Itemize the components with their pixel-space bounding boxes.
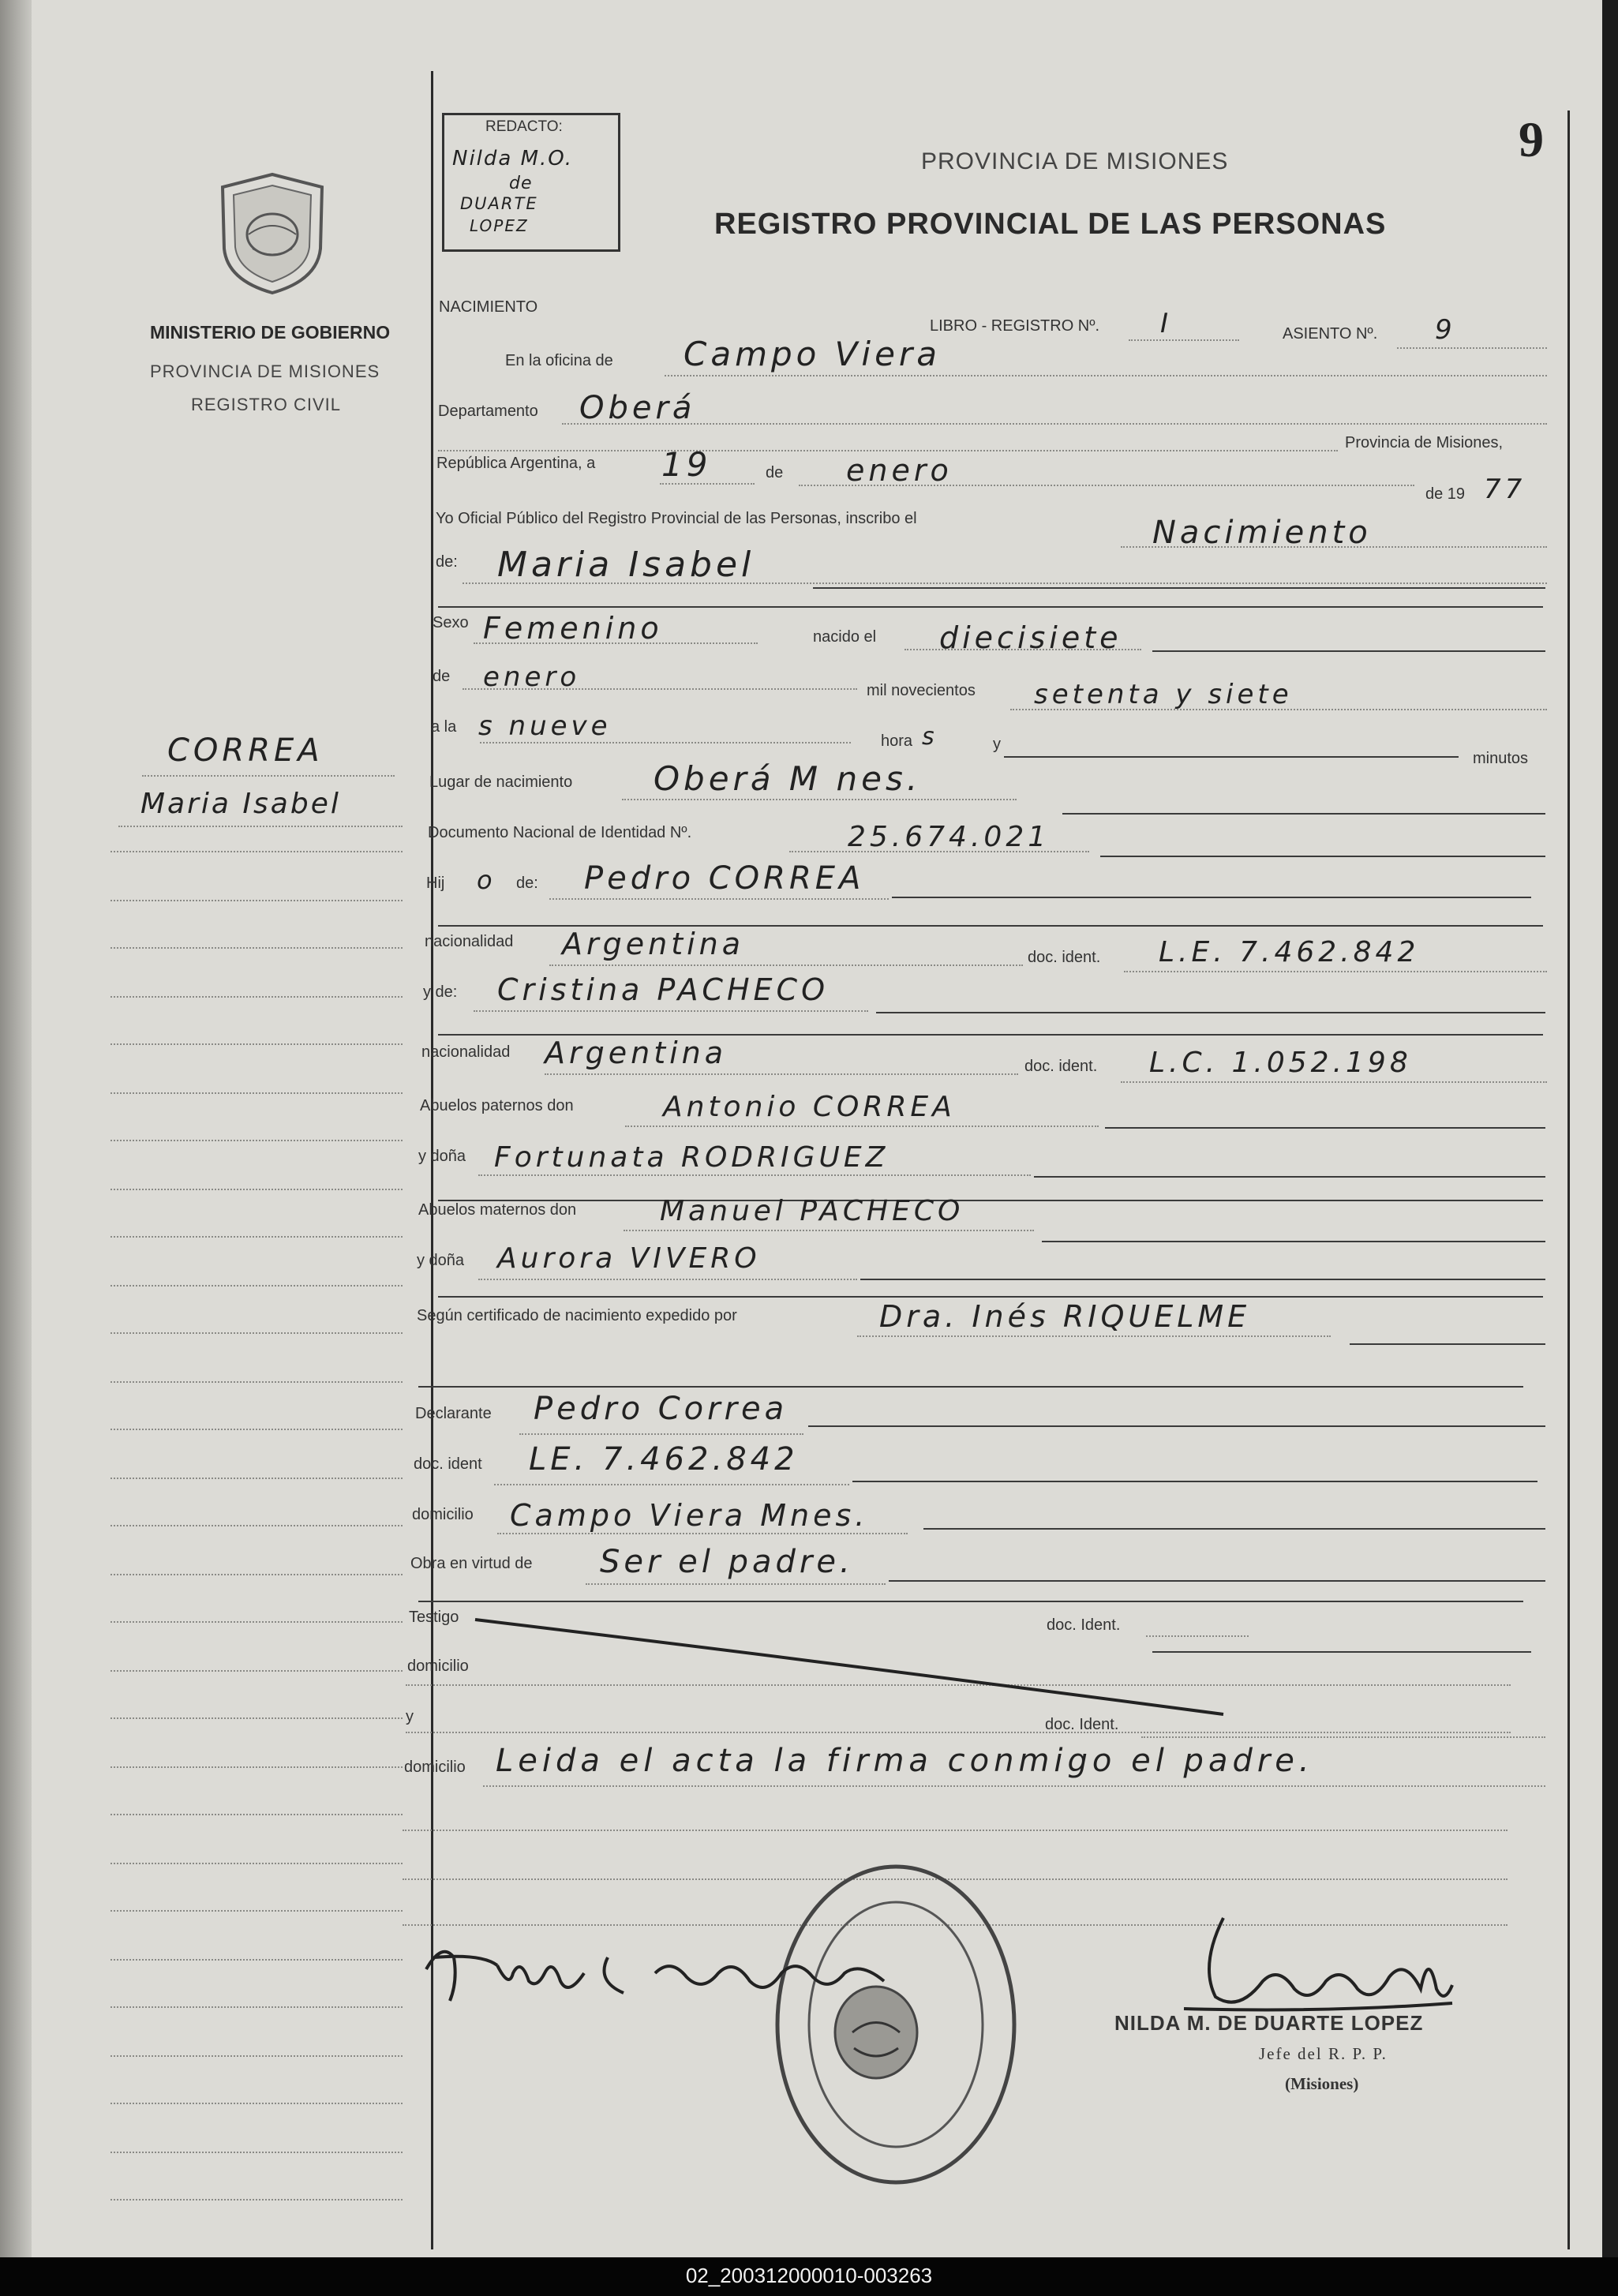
margin-underline-2 <box>118 826 403 827</box>
ministry-title: MINISTERIO DE GOBIERNO <box>150 322 391 343</box>
nacido-value: diecisiete <box>939 620 1122 655</box>
margin-surname: CORREA <box>167 732 324 769</box>
oficina-label: En la oficina de <box>505 352 613 369</box>
declarante-doc-value: LE. 7.462.842 <box>529 1441 799 1478</box>
doc-ident-label-4: doc. Ident. <box>1047 1616 1121 1634</box>
padre-value: Pedro CORREA <box>584 860 865 897</box>
minutos-label: minutos <box>1473 750 1529 767</box>
ministry-registry: REGISTRO CIVIL <box>191 395 342 414</box>
dni-value: 25.674.021 <box>848 821 1051 853</box>
y-dona-label-1: y doña <box>418 1148 466 1165</box>
declarante-label: Declarante <box>415 1405 492 1422</box>
right-border-line <box>1567 110 1570 2249</box>
page-edge-shadow <box>0 0 32 2257</box>
obra-label: Obra en virtud de <box>410 1555 533 1572</box>
obra-value: Ser el padre. <box>600 1544 854 1580</box>
provincial-seal-icon <box>213 170 331 296</box>
anio-value: 77 <box>1484 474 1526 505</box>
mil-value: setenta y siete <box>1034 679 1293 710</box>
departamento-label: Departamento <box>438 403 538 420</box>
domicilio-label-2: domicilio <box>407 1657 469 1675</box>
domicilio-value: Campo Viera Mnes. <box>510 1498 869 1533</box>
hora-value: s <box>922 723 938 751</box>
testigo-label: Testigo <box>409 1609 459 1626</box>
domicilio-label-3: domicilio <box>404 1759 466 1776</box>
redacto-line-3: DUARTE <box>460 194 538 213</box>
margin-given-name: Maria Isabel <box>140 788 341 820</box>
registry-title: REGISTRO PROVINCIAL DE LAS PERSONAS <box>714 208 1387 241</box>
asiento-label: ASIENTO Nº. <box>1283 325 1378 343</box>
hij-de-label: de: <box>516 875 538 892</box>
redacto-line-2: de <box>509 174 533 193</box>
domicilio-label-1: domicilio <box>412 1506 474 1523</box>
departamento-value: Oberá <box>579 390 696 426</box>
certificado-value: Dra. Inés RIQUELME <box>879 1299 1251 1334</box>
de-nombre-label: de: <box>436 553 458 571</box>
official-name: NILDA M. DE DUARTE LOPEZ <box>1114 2011 1424 2035</box>
abuelo-paterno-value: Antonio CORREA <box>663 1091 956 1123</box>
official-role: Jefe del R. P. P. <box>1259 2044 1388 2063</box>
abuelos-paternos-label: Abuelos paternos don <box>420 1097 574 1114</box>
nacido-label: nacido el <box>813 628 877 646</box>
provincia-label: Provincia de Misiones, <box>1345 434 1504 451</box>
nacimiento-label: NACIMIENTO <box>439 298 538 316</box>
alas-value: s nueve <box>478 710 612 742</box>
margin-underline-1 <box>142 775 395 777</box>
abuelos-maternos-label: Abuelos maternos don <box>418 1201 577 1219</box>
doc-ident-label-1: doc. ident. <box>1028 949 1101 966</box>
abuelo-materno-value: Manuel PACHECO <box>660 1195 964 1227</box>
leida-value: Leida el acta la firma conmigo el padre. <box>496 1743 1314 1779</box>
redacto-box <box>442 113 620 252</box>
y-label-2: y <box>406 1708 414 1725</box>
testigo-strike-line <box>474 1610 1231 1721</box>
nacionalidad-label-2: nacionalidad <box>421 1043 511 1061</box>
footer-bar <box>0 2257 1618 2296</box>
declarante-signature <box>418 1926 908 2021</box>
oficina-value: Campo Viera <box>684 335 941 373</box>
nacionalidad-padre-value: Argentina <box>562 927 745 961</box>
abuela-materna-value: Aurora VIVERO <box>497 1242 761 1275</box>
sexo-label: Sexo <box>433 614 469 631</box>
registry-stamp-seal <box>766 1855 1026 2194</box>
oficial-value: Nacimiento <box>1152 515 1372 551</box>
de-label-2: de <box>433 668 451 685</box>
doc-ident-label-3: doc. ident <box>414 1455 482 1473</box>
hij-label: Hij <box>426 875 445 892</box>
asiento-value: 9 <box>1435 314 1456 346</box>
ministry-province: PROVINCIA DE MISIONES <box>150 361 380 381</box>
redacto-line-1: Nilda M.O. <box>452 147 573 170</box>
nombre-value: Maria Isabel <box>497 545 755 585</box>
anio-label: de 19 <box>1425 485 1466 503</box>
dni-label: Documento Nacional de Identidad Nº. <box>428 824 692 841</box>
footer-code: 02_200312000010-003263 <box>685 2264 933 2287</box>
dia-value: 19 <box>661 445 712 484</box>
madre-value: Cristina PACHECO <box>497 972 829 1007</box>
declarante-value: Pedro Correa <box>534 1391 788 1427</box>
lugar-value: Oberá M nes. <box>654 759 922 798</box>
page-number: 9 <box>1519 111 1544 167</box>
libro-label: LIBRO - REGISTRO Nº. <box>930 317 1100 335</box>
y-de-label: y de: <box>423 983 458 1001</box>
doc-ident-label-2: doc. ident. <box>1024 1058 1098 1075</box>
mil-label: mil novecientos <box>867 682 976 699</box>
official-location: (Misiones) <box>1285 2074 1359 2093</box>
mes2-value: enero <box>483 661 581 693</box>
sexo-value: Femenino <box>483 611 663 646</box>
doc-padre-value: L.E. 7.462.842 <box>1159 936 1420 968</box>
de-label-1: de <box>766 464 784 481</box>
abuela-paterna-value: Fortunata RODRIGUEZ <box>494 1141 890 1174</box>
hij-suffix: o <box>477 865 496 895</box>
province-header: PROVINCIA DE MISIONES <box>921 148 1229 174</box>
oficial-label: Yo Oficial Público del Registro Provincial de las Personas, inscribo el <box>436 510 917 527</box>
republica-label: República Argentina, a <box>436 455 596 472</box>
redacto-line-4: LOPEZ <box>470 216 529 235</box>
y-dona-label-2: y doña <box>417 1252 465 1269</box>
mes-value: enero <box>846 453 953 488</box>
libro-value: I <box>1160 308 1173 339</box>
hora-label: hora <box>881 732 913 750</box>
doc-ident-label-5: doc. Ident. <box>1045 1716 1119 1733</box>
lugar-label: Lugar de nacimiento <box>429 773 573 791</box>
redacto-label: REDACTO: <box>485 118 563 135</box>
official-signature <box>1168 1902 1468 2021</box>
certificado-label: Según certificado de nacimiento expedido por <box>417 1307 737 1324</box>
y-label-1: y <box>993 736 1001 753</box>
alas-label: a la <box>431 718 457 736</box>
nacionalidad-madre-value: Argentina <box>545 1036 728 1070</box>
doc-madre-value: L.C. 1.052.198 <box>1149 1047 1412 1079</box>
nacionalidad-label-1: nacionalidad <box>425 933 514 950</box>
